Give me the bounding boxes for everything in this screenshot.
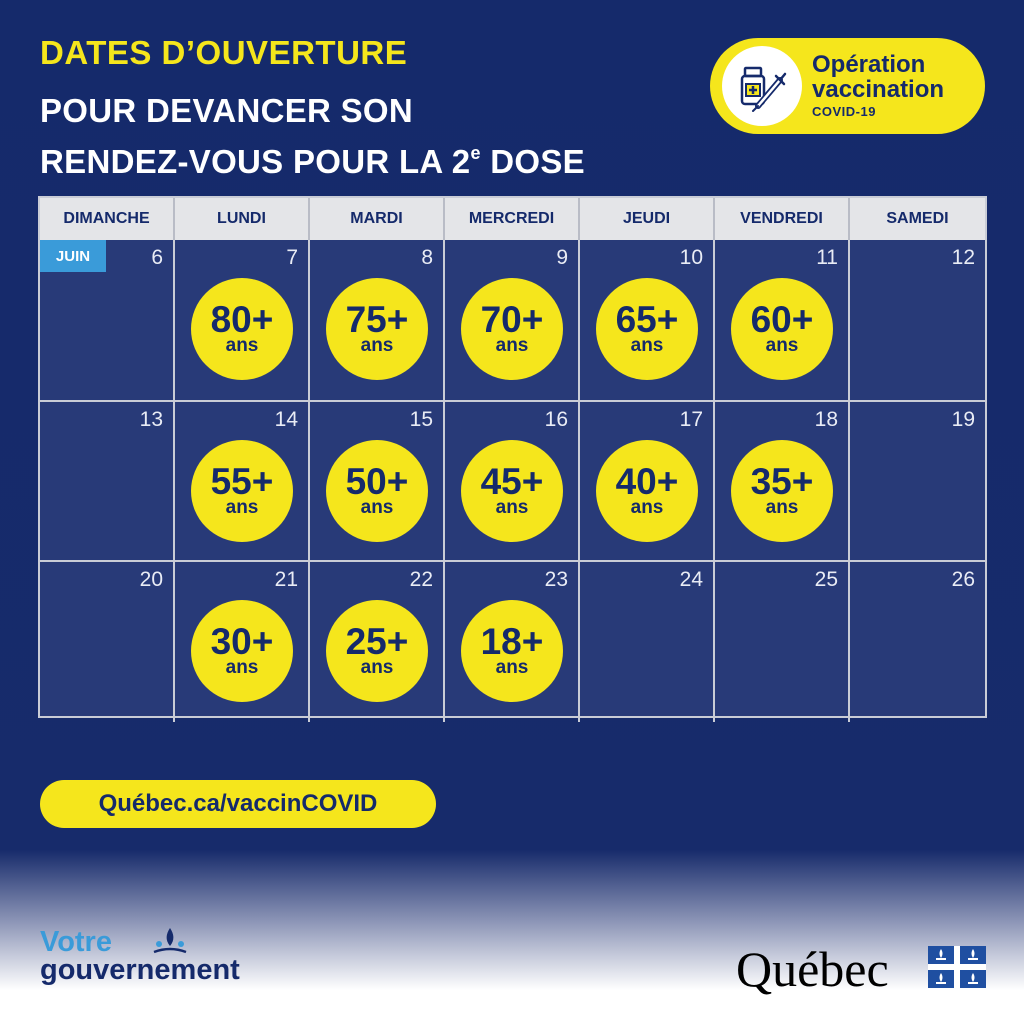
age-unit: ans [360, 335, 394, 356]
calendar-day-cell [175, 240, 310, 400]
age-unit: ans [495, 657, 529, 678]
badge-line-2: vaccination [812, 76, 945, 103]
month-tag: JUIN [40, 240, 106, 272]
calendar-week [40, 560, 985, 720]
age-unit: ans [630, 335, 664, 356]
day-number: 20 [139, 568, 163, 591]
calendar-day-cell [580, 402, 715, 562]
calendar-day-cell [715, 402, 850, 562]
day-number: 26 [951, 568, 975, 591]
age-unit: ans [495, 497, 529, 518]
calendar-day-cell [715, 562, 850, 722]
day-number: 24 [679, 568, 703, 591]
day-number: 19 [951, 408, 975, 431]
age-value: 35+ [750, 461, 814, 502]
day-number: 10 [679, 246, 703, 269]
calendar-day-cell [850, 562, 985, 722]
calendar-week [40, 240, 985, 400]
calendar-day-cell [850, 240, 985, 400]
age-unit: ans [225, 657, 259, 678]
quebec-wordmark: Québec [736, 941, 889, 997]
day-header-vendredi: VENDREDI [715, 198, 850, 240]
calendar-day-cell [40, 402, 175, 562]
day-number: 9 [556, 246, 568, 269]
age-value: 65+ [615, 299, 679, 340]
calendar-day-cell [445, 562, 580, 722]
age-group-badge [191, 600, 293, 702]
day-header-mardi: MARDI [310, 198, 445, 240]
age-group-badge [326, 440, 428, 542]
day-number: 6 [151, 246, 163, 269]
gov-logo-line-2: gouvernement [40, 954, 240, 986]
day-header-samedi: SAMEDI [886, 210, 949, 227]
age-group-badge [596, 278, 698, 380]
day-header-mercredi: MERCREDI [445, 198, 580, 240]
votre-gouvernement-logo [40, 928, 240, 984]
calendar-day-cell [40, 562, 175, 722]
age-unit: ans [495, 335, 529, 356]
age-group-badge [191, 278, 293, 380]
title-line-2-suffix: DOSE [480, 143, 585, 180]
day-number: 25 [814, 568, 838, 591]
title-line-2-prefix: RENDEZ-VOUS POUR LA 2 [40, 143, 471, 180]
age-value: 30+ [210, 621, 274, 662]
age-unit: ans [360, 657, 394, 678]
day-header-jeudi: JEUDI [580, 198, 715, 240]
age-value: 80+ [210, 299, 274, 340]
day-header-lundi: LUNDI [175, 198, 310, 240]
calendar-day-cell [580, 240, 715, 400]
gov-logo-line-1: Votre [40, 926, 112, 958]
badge-text [812, 52, 944, 122]
age-unit: ans [765, 335, 799, 356]
age-unit: ans [225, 497, 259, 518]
title-superscript: e [470, 143, 481, 163]
calendar-day-cell [310, 562, 445, 722]
day-header-dimanche: DIMANCHE [40, 198, 175, 240]
age-group-badge [191, 440, 293, 542]
age-group-badge [461, 440, 563, 542]
day-number: 13 [139, 408, 163, 431]
day-number: 11 [816, 246, 838, 269]
calendar-day-cell [310, 402, 445, 562]
quebec-flag-icon [928, 946, 986, 988]
age-value: 70+ [480, 299, 544, 340]
age-value: 50+ [345, 461, 409, 502]
age-unit: ans [360, 497, 394, 518]
age-group-badge [461, 600, 563, 702]
age-group-badge [461, 278, 563, 380]
age-unit: ans [765, 497, 799, 518]
age-group-badge [326, 600, 428, 702]
day-number: 7 [286, 246, 298, 269]
day-number: 22 [409, 568, 433, 591]
age-value: 25+ [345, 621, 409, 662]
header-kicker: DATES D’OUVERTURE [40, 34, 408, 71]
calendar [38, 196, 987, 718]
calendar-day-cell [850, 402, 985, 562]
day-number: 23 [544, 568, 568, 591]
calendar-day-cell [310, 240, 445, 400]
calendar-day-cell [445, 240, 580, 400]
vaccine-vial-syringe-icon [722, 46, 802, 126]
calendar-day-cell [40, 240, 175, 400]
vaccine-url-link[interactable]: Québec.ca/vaccinCOVID [40, 780, 436, 828]
day-headers [40, 198, 985, 240]
age-value: 55+ [210, 461, 274, 502]
badge-line-3: COVID-19 [812, 104, 876, 119]
age-value: 45+ [480, 461, 544, 502]
operation-vaccination-badge [710, 38, 985, 134]
title-line-2 [40, 132, 585, 183]
age-value: 75+ [345, 299, 409, 340]
age-value: 60+ [750, 299, 814, 340]
calendar-week [40, 400, 985, 560]
calendar-day-cell [580, 562, 715, 722]
day-number: 12 [951, 246, 975, 269]
day-number: 16 [544, 408, 568, 431]
age-group-badge [731, 440, 833, 542]
calendar-day-cell [445, 402, 580, 562]
calendar-weeks [40, 240, 985, 720]
calendar-day-cell [175, 402, 310, 562]
age-group-badge [731, 278, 833, 380]
calendar-day-cell [175, 562, 310, 722]
age-group-badge [596, 440, 698, 542]
day-number: 8 [421, 246, 433, 269]
page-title [40, 90, 585, 183]
age-unit: ans [225, 335, 259, 356]
age-value: 40+ [615, 461, 679, 502]
day-number: 14 [274, 408, 298, 431]
calendar-day-cell [715, 240, 850, 400]
age-group-badge [326, 278, 428, 380]
day-number: 21 [274, 568, 298, 591]
day-number: 18 [814, 408, 838, 431]
title-line-1: POUR DEVANCER SON [40, 92, 414, 129]
day-number: 15 [409, 408, 433, 431]
age-unit: ans [630, 497, 664, 518]
badge-line-1: Opération [812, 51, 926, 78]
day-number: 17 [679, 408, 703, 431]
fleur-de-lis-icon [150, 926, 190, 956]
age-value: 18+ [480, 621, 544, 662]
